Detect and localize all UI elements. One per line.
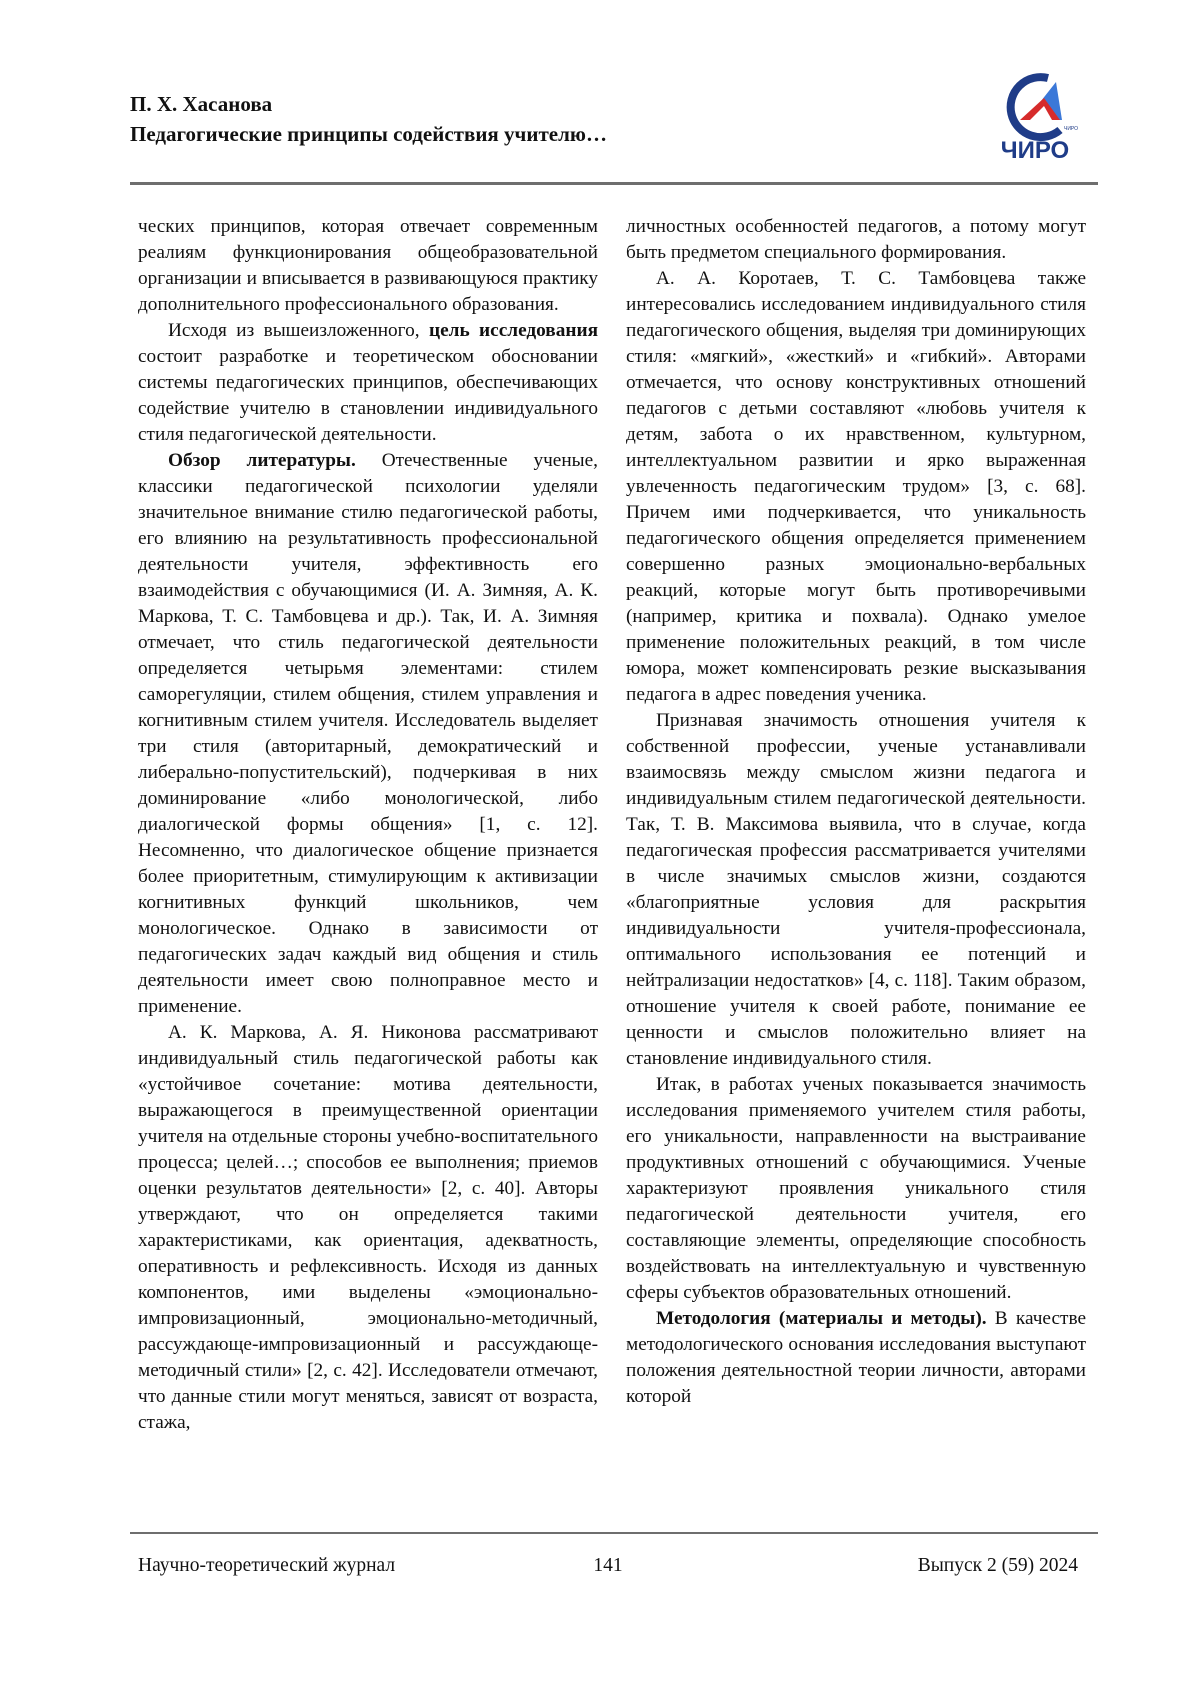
paragraph: Признавая значимость отношения учителя к собственной профессии, ученые устанавливали взаимосвязь между смыслом жизни педагога и индивидуальным стилем педагогической деятельности. Так, Т. В. Максимова выявила, что в случае, когда педагогическая профессия рассматривается учителями в числе значимых смыслов жизни, создаются «благоприятные условия для раскрытия индивидуальности учителя-профессионала, оптимального использования ее потенций и нейтрализации недостатков» [4, с. 118]. Таким образом, отношение учителя к своей работе, понимание ее ценности и смыслов положительно влияет на становление индивидуального стиля.	[626, 710, 1086, 1069]
right-column	[626, 214, 1086, 1410]
footer-rule	[130, 1532, 1098, 1534]
paragraph: Методология (материалы и методы). В качестве методологического основания исследования выступают положения деятельностной теории личности, авторами которой	[626, 1308, 1086, 1407]
page-header	[130, 92, 1080, 182]
paragraph: Исходя из вышеизложенного, цель исследования состоит разработке и теоретическом обосновании системы педагогических принципов, обеспечивающих содействие учителю в становлении индивидуального стиля педагогической деятельности.	[138, 320, 598, 445]
paragraph: ческих принципов, которая отвечает современным реалиям функционирования общеобразовательной организации и вписывается в развивающуюся практику дополнительного профессионального образования.	[138, 216, 598, 315]
paragraph: Обзор литературы. Отечественные ученые, классики педагогической психологии уделяли значительное внимание стилю педагогической работы, его влиянию на результативность профессиональной деятельности учителя, эффективность его взаимодействия с обучающимися (И. А. Зимняя, А. К. Маркова, Т. С. Тамбовцева и др.). Так, И. А. Зимняя отмечает, что стиль педагогической деятельности определяется четырьмя элементами: стилем саморегуляции, стилем общения, стилем управления и когнитивным стилем учителя. Исследователь выделяет три стиля (авторитарный, демократический и либерально-попустительский), подчеркивая в них доминирование «либо монологической, либо диалогической формы общения» [1, с. 12]. Несомненно, что диалогическое общение признается более приоритетным, стимулирующим к активизации когнитивных функций школьников, чем монологическое. Однако в зависимости от педагогических задач каждый вид общения и стиль деятельности имеет свою полноправное место и применение.	[138, 450, 598, 1017]
page-footer	[138, 1555, 1078, 1585]
journal-name: Научно-теоретический журнал	[138, 1555, 396, 1576]
header-rule	[130, 182, 1098, 185]
logo-small-text: ЧИРО	[1064, 126, 1079, 132]
chiro-logo	[990, 68, 1080, 164]
section-heading-methodology: Методология (материалы и методы).	[656, 1308, 987, 1329]
left-column	[138, 214, 598, 1436]
issue-info: Выпуск 2 (59) 2024	[917, 1555, 1078, 1576]
author-name: П. Х. Хасанова	[130, 92, 273, 116]
paragraph: личностных особенностей педагогов, а потому могут быть предметом специального формирования.	[626, 216, 1086, 263]
paragraph: А. А. Коротаев, Т. С. Тамбовцева также интересовались исследованием индивидуального стиля педагогического общения, выделяя три доминирующих стиля: «мягкий», «жесткий» и «гибкий». Авторами отмечается, что основу конструктивных отношений педагогов с детьми составляют «любовь учителя к детям, забота о их нравственном, культурном, интеллектуальном развитии и ярко выраженная увлеченность педагогическим трудом» [3, с. 68]. Причем ими подчеркивается, что уникальность педагогического общения определяется применением совершенно разных эмоционально-вербальных реакций, которые могут быть противоречивыми (например, критика и похвала). Однако умелое применение положительных реакций, в том числе юмора, может компенсировать резкие высказывания педагога в адрес поведения ученика.	[626, 268, 1086, 705]
paragraph: Итак, в работах ученых показывается значимость исследования применяемого учителем стиля работы, его уникальности, направленности на выстраивание продуктивных отношений с обучающимися. Ученые характеризуют проявления уникального стиля педагогической деятельности учителя, его составляющие элементы, определяющие способность воздействовать на интеллектуальную и чувственную сферы субъектов образовательных отношений.	[626, 1074, 1086, 1303]
paragraph: А. К. Маркова, А. Я. Никонова рассматривают индивидуальный стиль педагогической работы как «устойчивое сочетание: мотива деятельности, выражающегося в преимущественной ориентации учителя на отдельные стороны учебно-воспитательного процесса; целей…; способов ее выполнения; приемов оценки результатов деятельности» [2, с. 40]. Авторы утверждают, что он определяется такими характеристиками, как ориентация, адекватность, оперативность и рефлексивность. Исходя из данных компонентов, ими выделены «эмоционально-импровизационный, эмоционально-методичный, рассуждающе-импровизационный и рассуждающе-методичный стили» [2, с. 42]. Исследователи отмечают, что данные стили могут меняться, зависят от возраста, стажа,	[138, 1022, 598, 1433]
research-goal-term: цель исследования	[428, 320, 598, 341]
section-heading-literature-review: Обзор литературы.	[168, 450, 356, 471]
page-number: 141	[593, 1555, 623, 1576]
logo-wordmark: ЧИРО	[1000, 137, 1070, 164]
running-title: Педагогические принципы содействия учителю…	[130, 122, 607, 146]
